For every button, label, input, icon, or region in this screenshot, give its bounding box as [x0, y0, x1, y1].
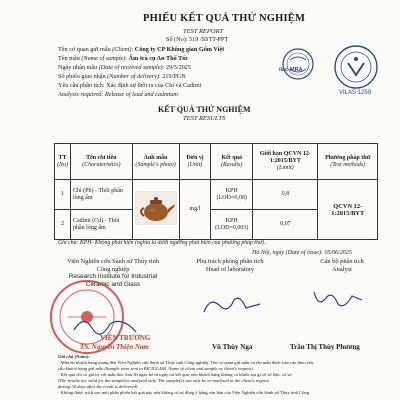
col-header-result: Kết quả (Results): [211, 144, 253, 180]
unit-cell: mg/l: [179, 180, 211, 240]
vilas-text: VILAS 1259: [339, 90, 372, 96]
row-number: 2: [55, 210, 71, 240]
teapot-photo-icon: [135, 191, 177, 225]
kph-note: Ghi chú: KPH- Không phát hiện (nghĩa là dưới ngưỡng phát hiện của phương pháp thử).: [58, 240, 266, 246]
row-number: 1: [55, 180, 71, 210]
report-title-en: TEST REPORT: [183, 28, 224, 35]
sample-photo: [132, 180, 179, 240]
col-header-no: TT (No): [55, 144, 71, 180]
results-title-en: TEST RESULTS: [183, 115, 226, 122]
analyst-block: Cán bộ phân tích Analyst: [320, 258, 364, 273]
row-limit: 0,8: [253, 180, 318, 210]
results-header-row: [55, 144, 378, 180]
vilas-logo-icon: [333, 44, 379, 90]
row-result: KPH (LOD=0,08): [211, 180, 253, 210]
row-result: KPH (LOD=0,003): [211, 210, 253, 240]
head-lab-signature-icon: [200, 292, 264, 318]
analysis-request-en: Analysis required: Release of lead and cadmium: [58, 91, 178, 98]
table-row: [55, 180, 378, 210]
row-limit: 0,07: [253, 210, 318, 240]
analyst-name: Trần Thị Thùy Phương: [290, 343, 360, 351]
received-date-line: Ngày nhận mẫu (Date of received sample): 29/5/2025: [58, 64, 191, 71]
results-table: [54, 143, 378, 240]
analyst-signature-icon: [308, 286, 368, 312]
head-lab-name: Vũ Thùy Nga: [212, 343, 253, 351]
sample-name-line: Tên mẫu (Name of sample): Ấm trà cụ An Thổ Túc: [58, 55, 189, 62]
analysis-request-vi: Yêu cầu phân tích: Xác định sự thôi ra của Chì và Cadimi: [58, 82, 202, 89]
director-name: TS. Nguyễn Thiện Nam: [80, 343, 149, 351]
col-header-photo: Ảnh mẫu (Sample's photo): [132, 144, 179, 180]
director-title: VIỆN TRƯỞNG: [100, 334, 151, 342]
row-characteristic: Cadimi (Cd) - Thôi phần lòng ấm: [71, 210, 133, 240]
note-line: during 30 days after the result is delivered): [58, 384, 138, 389]
method-cell: QCVN 12-1:2015/BYT: [318, 180, 378, 240]
report-number: Số (No): 519 /SSTT-PPT: [166, 36, 229, 43]
col-header-limit: Giới hạn QCVN 12-1:2015/BYT (Limit): [253, 144, 318, 180]
notes-label: Ghi chú (Notes):: [58, 354, 90, 359]
ilac-mra-logo-icon: [282, 48, 314, 80]
col-header-unit: Đơn vị (Unit): [179, 144, 211, 180]
delivery-number-line: Số phiếu giao nhận (Number of delivery): 219/PGN: [58, 73, 186, 80]
note-line: - Kết quả chỉ có giá trị với mẫu thử. Sau 30 ngày kể từ ngày trả kết quả, nếu khách hàng không có khiếu nại gì về số liệu, cơ sở: [58, 372, 292, 377]
institute-block: Viện Nghiên cứu Sành sứ Thủy tinh Công nghiệp Research Institute for Industrial Ceramic and Glass: [67, 258, 159, 288]
report-title: PHIẾU KẾT QUẢ THỬ NGHIỆM: [143, 13, 306, 24]
row-characteristic: Chì (Pb) - Thôi phần lòng ấm: [71, 180, 133, 210]
results-title: KẾT QUẢ THỬ NGHIỆM: [158, 105, 251, 114]
col-header-characteristic: Tên chỉ tiêu (Charateristics): [71, 144, 133, 180]
note-line: cầu khách hàng gửi mẫu (Sample were sent to RICIGLASS. Name of client and sample as client's request).: [58, 366, 254, 371]
note-line: - Mẫu do khách hàng mang đến Viện Nghiên cứu Sành sứ Thủy tinh Công nghiệp. Tên cơ quan gửi mẫu và tên mẫu được báo cáo theo yêu: [58, 360, 314, 365]
col-header-method: Phương pháp thử (Test methods): [318, 144, 378, 180]
issue-date: Hà Nội, ngày (Date of issue): 05/06/2025: [252, 250, 352, 256]
customer-line: Tên cơ quan gửi mẫu (Client): Công ty CP Không gian Gốm Việt: [58, 46, 225, 53]
ilac-mra-text: ilac-MRA: [279, 67, 303, 73]
note-line: - Không được trích sao một phần phiếu kết quả này nếu không có sự đồng ý bằng văn bản của Viện Nghiên cứu Sành sứ Thủy tinh Công: [58, 390, 310, 395]
head-lab-block: Phụ trách phòng phân tích Head of laboratory: [196, 258, 264, 273]
note-line: (The results are valid for the sample(s) analyzed only. The sample(s) can only be re-analyzed at the client's request: [58, 378, 269, 383]
